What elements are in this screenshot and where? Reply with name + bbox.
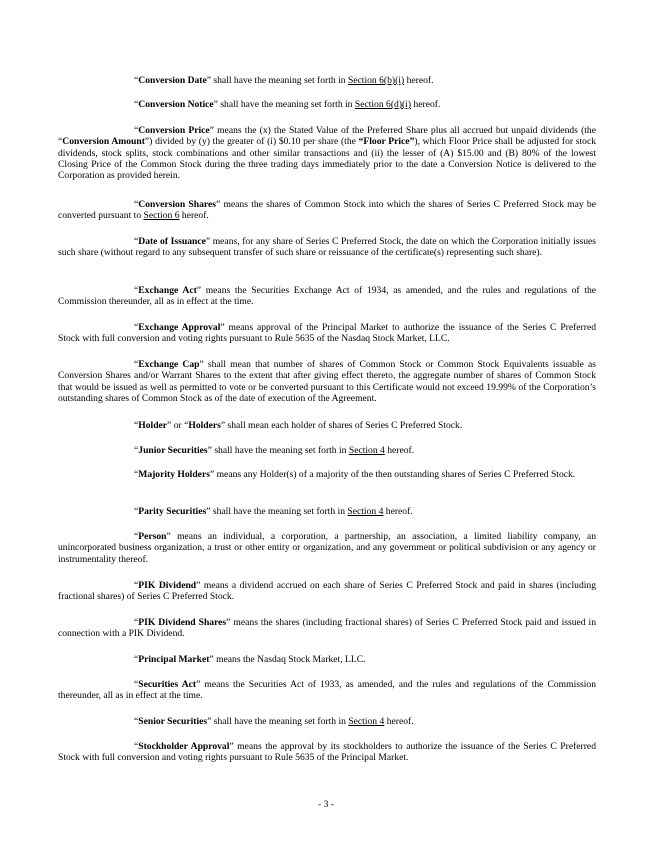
- defined-term: “Floor Price”: [358, 136, 415, 148]
- definition-text: ” means the (x) the Stated Value of the Preferred Share plus all accrued but unpaid dividends (the “: [58, 125, 596, 148]
- definition-text: “: [134, 469, 139, 480]
- definition-text: “: [134, 654, 139, 665]
- section-reference: Section 4: [347, 506, 384, 517]
- defined-term: Person: [138, 531, 167, 542]
- definition-text: ” means an individual, a corporation, a partnership, an association, a limited liability company, an unincorporated business organization, a trust or other entity or organization, and any government or political subdivision or any agency or instrumentality thereof.: [58, 531, 596, 565]
- section-reference: Section 6: [143, 210, 180, 222]
- defined-term: Exchange Act: [138, 285, 197, 296]
- definition-text: “: [134, 359, 139, 370]
- definition-text: ” means a dividend accrued on each share of Series C Preferred Stock and paid in shares (including fractional shares) of Series C Preferred Stock.: [58, 580, 596, 603]
- definition-parity-securities: [58, 506, 596, 517]
- definition-text: ” shall mean each holder of shares of Series C Preferred Stock.: [220, 420, 463, 431]
- defined-term: Stockholder Approval: [138, 741, 230, 752]
- section-reference: Section 6(d)(i): [354, 99, 412, 110]
- definition-text: “: [134, 199, 139, 210]
- definition-text: hereof.: [411, 99, 441, 110]
- defined-term: Senior Securities: [138, 716, 208, 727]
- defined-term: Majority Holders: [138, 469, 210, 480]
- defined-term: Date of Issuance: [138, 236, 206, 247]
- definition-exchange-cap: [58, 359, 596, 404]
- definition-text: “: [134, 99, 139, 110]
- definition-text: ” means the Securities Act of 1933, as amended, and the rules and regulations of the Commission thereunder, all as in effect at the time.: [58, 679, 596, 702]
- definition-text: ” means the shares of Common Stock into which the shares of Series C Preferred Stock may be converted pursuant to: [58, 199, 596, 222]
- definition-person: [58, 531, 596, 565]
- definition-conversion-price: [58, 125, 596, 181]
- defined-term: Conversion Price: [138, 125, 210, 136]
- definition-conversion-notice: [58, 99, 596, 110]
- defined-term: Conversion Notice: [138, 99, 214, 110]
- definition-text: ” means approval of the Principal Market to authorize the issuance of the Series C Preferred Stock with full conversion and voting rights pursuant to Rule 5635 of the Nasdaq Stock Market, LLC.: [58, 322, 596, 345]
- definition-text: ” means the Nasdaq Stock Market, LLC.: [209, 654, 366, 665]
- definition-date-of-issuance: [58, 236, 596, 259]
- definition-text: “: [134, 75, 139, 86]
- definition-exchange-act: [58, 285, 596, 308]
- definition-text: ”) divided by (y) the greater of (i) $0.10 per share (the: [144, 136, 359, 148]
- defined-term: Principal Market: [138, 654, 210, 665]
- definition-text: ” shall have the meaning set forth in: [207, 716, 349, 727]
- definition-holder: [58, 420, 596, 431]
- definition-majority-holders: [58, 469, 596, 480]
- section-reference: Section 6(b)(i): [347, 75, 405, 86]
- definition-securities-act: [58, 679, 596, 702]
- defined-term: Holders: [188, 420, 221, 431]
- definition-stockholder-approval: [58, 741, 596, 764]
- definition-text: ” means any Holder(s) of a majority of the then outstanding shares of Series C Preferred Stock.: [209, 469, 576, 480]
- defined-term: Exchange Approval: [138, 322, 221, 333]
- definition-text: hereof.: [383, 506, 413, 517]
- definition-text: ” means, for any share of Series C Preferred Stock, the date on which the Corporation initially issues such share (without regard to any subsequent transfer of such share or reissuance of the certificate(s) representing such share).: [58, 236, 596, 259]
- definition-text: hereof.: [179, 210, 209, 222]
- definition-conversion-date: [58, 75, 596, 86]
- definition-text: ” shall mean that number of shares of Common Stock or Common Stock Equivalents issuable as Conversion Shares and/or Warrant Shares to the extent that after giving effect thereto, the aggregate number of shares of Common Stock that would be issued as well as permitted to vote or be converted pursuant to this Certificate would not exceed 19.99% of the Corporation’s outstanding shares of Common Stock as of the date of execution of the Agreement.: [58, 359, 596, 404]
- definition-junior-securities: [58, 445, 596, 456]
- definition-text: “: [134, 445, 139, 456]
- definition-text: ” means the shares (including fractional shares) of Series C Preferred Stock paid and issued in connection with a PIK Dividend.: [58, 617, 596, 640]
- definition-text: “: [134, 125, 139, 136]
- definition-text: ” shall have the meaning set forth in: [213, 99, 355, 110]
- definition-text: ” shall have the meaning set forth in: [206, 75, 348, 86]
- definition-text: “: [134, 420, 139, 431]
- defined-term: Holder: [138, 420, 168, 431]
- definition-pik-dividend: [58, 580, 596, 603]
- defined-term: PIK Dividend: [138, 580, 197, 591]
- section-reference: Section 4: [348, 716, 385, 727]
- defined-term: Conversion Amount: [62, 136, 145, 148]
- defined-term: PIK Dividend Shares: [138, 617, 227, 628]
- definition-text: “: [134, 716, 139, 727]
- definition-text: ” shall have the meaning set forth in: [207, 445, 349, 456]
- definition-text: “: [134, 617, 139, 628]
- definition-principal-market: [58, 654, 596, 665]
- definition-text: “: [134, 236, 139, 247]
- defined-term: Junior Securities: [138, 445, 208, 456]
- definition-text: “: [134, 679, 139, 690]
- definition-text: ” or “: [167, 420, 189, 431]
- definition-text: hereof.: [384, 445, 415, 456]
- definition-text: ” means the approval by its stockholders to authorize the issuance of the Series C Preferred Stock with full conversion and voting rights pursuant to Rule 5635 of the Principal Market.: [58, 741, 596, 764]
- definition-text: “: [134, 506, 139, 517]
- definition-text: “: [134, 322, 139, 333]
- defined-term: Conversion Date: [138, 75, 207, 86]
- definition-text: hereof.: [404, 75, 434, 86]
- defined-term: Parity Securities: [138, 506, 207, 517]
- page-number: - 3 -: [318, 799, 334, 810]
- defined-term: Exchange Cap: [138, 359, 200, 370]
- definition-text: ” shall have the meaning set forth in: [206, 506, 348, 517]
- defined-term: Conversion Shares: [138, 199, 216, 210]
- definition-exchange-approval: [58, 322, 596, 345]
- definition-text: “: [134, 531, 139, 542]
- section-reference: Section 4: [348, 445, 385, 456]
- definition-senior-securities: [58, 716, 596, 727]
- definition-text: “: [134, 580, 139, 591]
- definition-conversion-shares: [58, 199, 596, 222]
- definition-text: ), which Floor Price shall be adjusted for stock dividends, stock splits, stock combinations and other similar transactions and (ii) the lesser of (A) $15.00 and (B) 80% of the lowest Closing Price of the Common Stock during the three trading days immediately prior to the date a Conversion Notice is delivered to the Corporation as provided herein.: [58, 136, 597, 182]
- definition-text: ” means the Securities Exchange Act of 1934, as amended, and the rules and regulations of the Commission thereunder, all as in effect at the time.: [58, 285, 596, 308]
- definition-pik-dividend-shares: [58, 617, 596, 640]
- definition-text: “: [134, 285, 139, 296]
- defined-term: Securities Act: [138, 679, 197, 690]
- definition-text: “: [134, 741, 139, 752]
- definition-text: hereof.: [384, 716, 414, 727]
